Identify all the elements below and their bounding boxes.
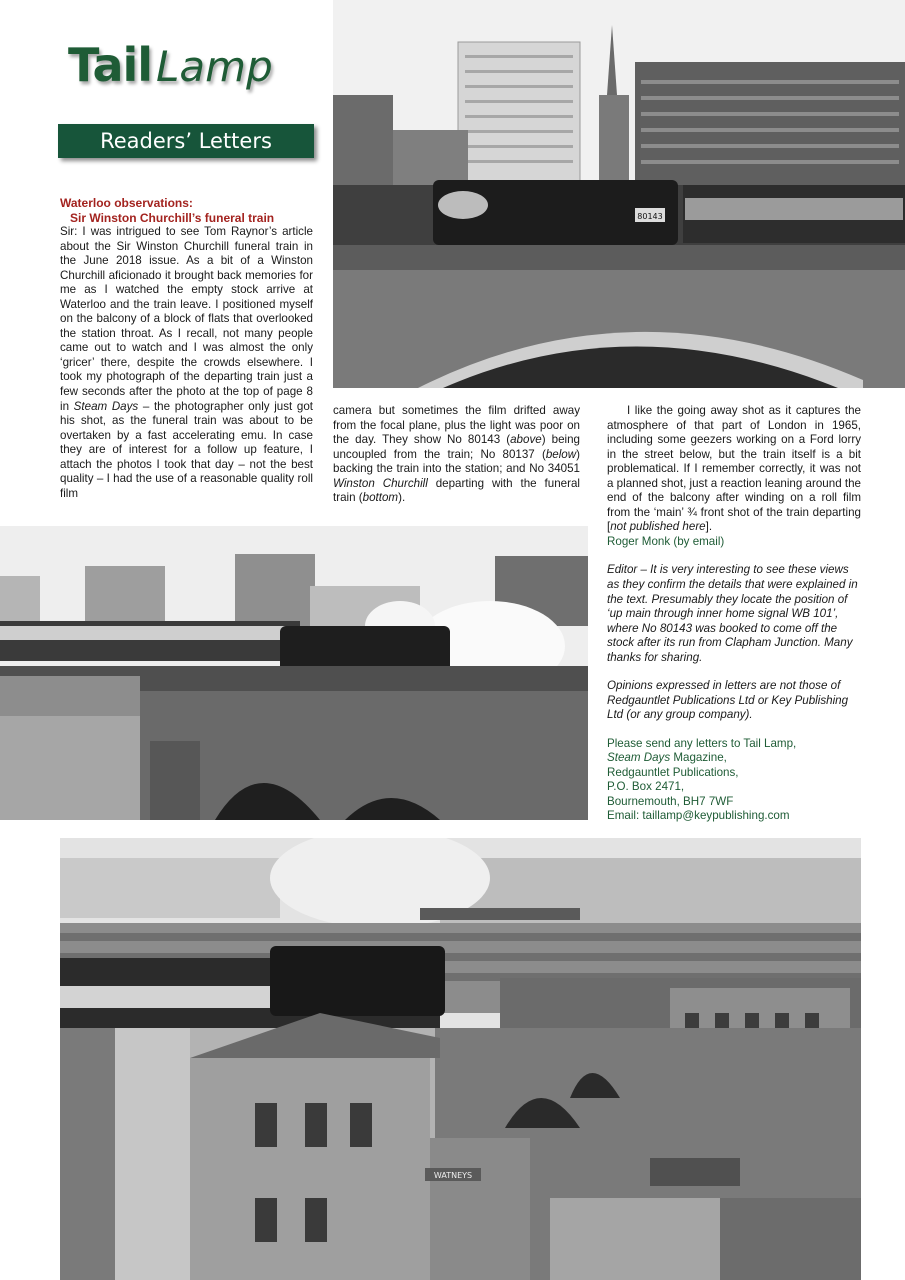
magazine-ref: Steam Days (73, 399, 139, 413)
body-text: ) being uncoupled from the train; No 80137 ( (333, 433, 580, 461)
address-magazine (607, 751, 861, 766)
not-published-note: not published here (610, 520, 706, 534)
magazine-name: Steam Days (607, 751, 671, 765)
body-text: I like the going away shot as it captures the atmosphere of that part of London in 1965, including some geezers working on a Ford lorry in the street below, but the train itself is a bit problematical. If I remember correctly, it was not a planned shot, just a reaction leaning around the end of the balcony after winding on a roll film from the ‘main’ ¾ front shot of the train departing [ (607, 404, 861, 534)
body-text: ) backing the train into the station; and No 34051 (333, 447, 580, 476)
body-text: Sir: I was intrigued to see Tom Raynor’s article about the Sir Winston Churchill funeral train in the June 2018 issue. As a bit of a Winston Churchill aficionado it brought back memories for me as I watched the empty stock arrive at Waterloo and the train leave. I positioned myself on the balcony of a block of flats that overlooked the station throat. As I recall, not many people came out to watch and I was almost the only ‘gricer’ there, despite the crowds elsewhere. I took my photograph of the departing train just a few seconds after the photo at the top of page 8 in (60, 225, 313, 413)
address-intro: Please send any letters to Tail Lamp, (607, 736, 797, 750)
loco-name: Winston Churchill (333, 476, 428, 490)
title-bold: Tail (68, 38, 153, 92)
editor-note: Editor – It is very interesting to see these views as they confirm the details that were explained in the text. Presumably they locate the position of ‘up main through inner home signal WB 101’, where No 80143 was booked to come off the stock after its run from Clapham Junction. Many thanks for sharing. (607, 563, 858, 664)
letter-body-col1 (60, 225, 313, 501)
title-italic: Lamp (156, 42, 273, 91)
address-box: P.O. Box 2471, (607, 780, 685, 794)
body-text: ]. (705, 520, 713, 534)
photo-top-loco-80143 (333, 0, 905, 388)
submission-address (607, 737, 861, 824)
magazine-suffix: Magazine, (670, 751, 727, 765)
ref-below: below (545, 447, 577, 461)
letter-headline (60, 196, 313, 225)
letter-signature: Roger Monk (by email) (607, 534, 725, 548)
ref-above: above (510, 433, 542, 447)
headline-line-2: Sir Winston Churchill’s funeral train (70, 210, 275, 225)
address-email[interactable]: Email: taillamp@keypublishing.com (607, 809, 790, 823)
letter-column-2 (333, 404, 580, 506)
masthead-title (68, 38, 328, 108)
loco-number: 80143 (637, 212, 663, 221)
body-text: departing with the funeral train ( (333, 476, 580, 505)
address-publisher: Redgauntlet Publications, (607, 765, 739, 779)
ref-bottom: bottom (362, 491, 399, 505)
disclaimer: Opinions expressed in letters are not those of Redgauntlet Publications Ltd or Key Publishing Ltd (or any group company). (607, 679, 849, 722)
body-text: ). (398, 491, 406, 505)
photo-middle-loco-80137 (0, 526, 588, 820)
letter-column-1 (60, 196, 313, 501)
pub-sign: WATNEYS (433, 1171, 473, 1180)
headline-line-1: Waterloo observations: (60, 196, 193, 210)
section-label: Readers’ Letters (58, 124, 314, 158)
letter-body-col3 (607, 404, 861, 535)
photo-bottom-loco-34051 (60, 838, 861, 1280)
letter-body-col2 (333, 404, 580, 506)
body-text: camera but sometimes the film drifted away from the focal plane, plus the light was poor on the day. They show No 80143 ( (333, 404, 580, 447)
letter-column-3 (607, 404, 861, 824)
body-text-cont: – the photographer only just got his shot, as the funeral train was about to be overtaken by a fast accelerating emu. In case they are of interest for a follow up feature, I attach the photos I took that day – not the best quality – I had the use of a reasonable quality roll film (60, 399, 313, 500)
address-town: Bournemouth, BH7 7WF (607, 794, 734, 808)
